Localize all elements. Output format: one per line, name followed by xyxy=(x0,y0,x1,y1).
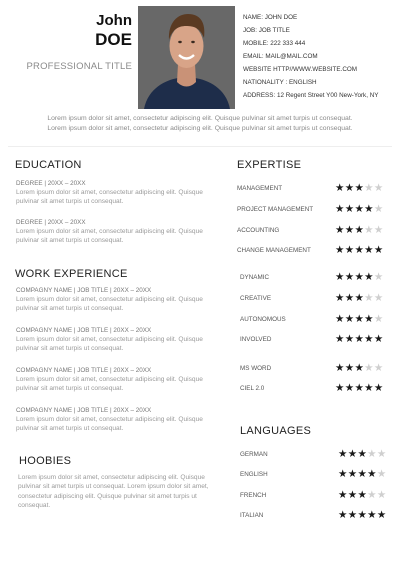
star-empty-icon: ★ xyxy=(364,224,374,236)
language-row xyxy=(240,510,400,522)
contact-address: ADDRESS: 12 Regent Street Y00 New-York, NY xyxy=(243,92,379,99)
star-filled-icon: ★ xyxy=(338,448,348,460)
star-filled-icon: ★ xyxy=(344,313,355,325)
star-filled-icon: ★ xyxy=(354,382,365,394)
work-entry xyxy=(16,367,216,394)
star-empty-icon: ★ xyxy=(376,448,387,460)
star-filled-icon: ★ xyxy=(364,244,374,256)
education-entry-head: DEGREE | 20XX – 20XX xyxy=(16,180,86,187)
star-empty-icon: ★ xyxy=(373,292,384,304)
star-filled-icon: ★ xyxy=(335,292,345,304)
education-entry-body: Lorem ipsum dolor sit amet, consectetur adipiscing elit. Quisque pulvinar sit amet turpis ut consequat. xyxy=(16,228,203,245)
star-empty-icon: ★ xyxy=(367,448,377,460)
star-filled-icon: ★ xyxy=(354,362,365,374)
star-filled-icon: ★ xyxy=(338,509,348,521)
star-empty-icon: ★ xyxy=(364,292,374,304)
star-empty-icon: ★ xyxy=(364,182,374,194)
skill-label: AUTONOMOUS xyxy=(240,316,286,323)
star-filled-icon: ★ xyxy=(335,362,345,374)
star-filled-icon: ★ xyxy=(354,244,365,256)
language-rating-stars xyxy=(338,468,387,480)
star-filled-icon: ★ xyxy=(344,271,355,283)
star-empty-icon: ★ xyxy=(373,182,384,194)
skill-row xyxy=(240,334,400,346)
star-filled-icon: ★ xyxy=(344,224,355,236)
star-filled-icon: ★ xyxy=(373,244,384,256)
work-entry xyxy=(16,407,216,434)
star-filled-icon: ★ xyxy=(357,448,368,460)
work-experience-heading: WORK EXPERIENCE xyxy=(15,268,128,280)
skill-label: PROJECT MANAGEMENT xyxy=(237,206,314,213)
star-filled-icon: ★ xyxy=(364,313,374,325)
skill-label: MANAGEMENT xyxy=(237,185,283,192)
star-filled-icon: ★ xyxy=(354,224,365,236)
work-entry-head: COMPAGNY NAME | JOB TITLE | 20XX – 20XX xyxy=(16,407,152,414)
skill-rating-stars xyxy=(335,313,384,325)
skill-label: INVOLVED xyxy=(240,336,272,343)
contact-name: NAME: JOHN DOE xyxy=(243,14,298,21)
contact-nationality: NATIONALITY : ENGLISH xyxy=(243,79,317,86)
expertise-heading: EXPERTISE xyxy=(237,159,302,171)
star-empty-icon: ★ xyxy=(373,224,384,236)
education-entry xyxy=(16,180,216,207)
skill-label: CHANGE MANAGEMENT xyxy=(237,247,311,254)
contact-job: JOB: JOB TITLE xyxy=(243,27,290,34)
skill-label: DYNAMIC xyxy=(240,274,270,281)
star-empty-icon: ★ xyxy=(376,489,387,501)
skill-label: MS WORD xyxy=(240,365,272,372)
star-filled-icon: ★ xyxy=(364,382,374,394)
work-entry-head: COMPAGNY NAME | JOB TITLE | 20XX – 20XX xyxy=(16,367,152,374)
contact-mobile: MOBILE: 222 333 444 xyxy=(243,40,306,47)
skill-label: CREATIVE xyxy=(240,295,272,302)
star-filled-icon: ★ xyxy=(354,333,365,345)
intro-paragraph: Lorem ipsum dolor sit amet, consectetur adipiscing elit. Quisque pulvinar sit amet turpis ut consequat. Lorem ipsum dolor sit amet, consectetur adipiscing elit. Quisque pulvinar sit amet turpis ut consequat. xyxy=(47,115,353,132)
star-filled-icon: ★ xyxy=(344,203,355,215)
contact-email[interactable]: EMAIL: MAIL@MAIL.COM xyxy=(243,53,318,60)
star-empty-icon: ★ xyxy=(373,271,384,283)
skill-label: CIEL 2.0 xyxy=(240,385,265,392)
star-filled-icon: ★ xyxy=(347,509,358,521)
language-label: ITALIAN xyxy=(240,512,264,519)
star-filled-icon: ★ xyxy=(335,203,345,215)
profile-photo xyxy=(138,6,235,109)
language-rating-stars xyxy=(338,509,387,521)
work-entry-body: Lorem ipsum dolor sit amet, consectetur adipiscing elit. Quisque pulvinar sit amet turpis ut consequat. xyxy=(16,376,203,393)
star-filled-icon: ★ xyxy=(357,489,368,501)
star-filled-icon: ★ xyxy=(335,271,345,283)
skill-row xyxy=(240,272,400,284)
skill-rating-stars xyxy=(335,333,384,345)
star-empty-icon: ★ xyxy=(367,489,377,501)
education-heading: EDUCATION xyxy=(15,159,82,171)
professional-title: PROFESSIONAL TITLE xyxy=(26,61,132,72)
star-filled-icon: ★ xyxy=(367,468,377,480)
education-entry-head: DEGREE | 20XX – 20XX xyxy=(16,219,86,226)
work-entry-body: Lorem ipsum dolor sit amet, consectetur adipiscing elit. Quisque pulvinar sit amet turpis ut consequat. xyxy=(16,296,203,313)
hoobies-heading: HOOBIES xyxy=(19,455,72,467)
star-filled-icon: ★ xyxy=(344,292,355,304)
star-filled-icon: ★ xyxy=(354,182,365,194)
star-filled-icon: ★ xyxy=(364,271,374,283)
skill-row xyxy=(240,314,400,326)
education-entry xyxy=(16,219,216,246)
skill-rating-stars xyxy=(335,244,384,256)
star-filled-icon: ★ xyxy=(347,448,358,460)
star-filled-icon: ★ xyxy=(357,468,368,480)
star-filled-icon: ★ xyxy=(347,489,358,501)
skill-rating-stars xyxy=(335,362,384,374)
language-label: GERMAN xyxy=(240,451,268,458)
language-rating-stars xyxy=(338,489,387,501)
hoobies-text: Lorem ipsum dolor sit amet, consectetur adipiscing elit. Quisque pulvinar sit amet turpis ut consequat. Lorem ipsum dolor sit amet, consectetur adipiscing elit. Quisque pulvinar sit amet turpis ut consequat. xyxy=(18,474,209,509)
last-name: DOE xyxy=(95,30,132,49)
skill-rating-stars xyxy=(335,382,384,394)
skill-rating-stars xyxy=(335,203,384,215)
skill-row xyxy=(237,183,397,195)
languages-heading: LANGUAGES xyxy=(240,425,312,437)
skill-rating-stars xyxy=(335,224,384,236)
star-filled-icon: ★ xyxy=(344,182,355,194)
star-filled-icon: ★ xyxy=(335,182,345,194)
contact-info xyxy=(243,11,398,102)
star-filled-icon: ★ xyxy=(335,313,345,325)
header-divider xyxy=(8,146,392,147)
star-filled-icon: ★ xyxy=(367,509,377,521)
star-filled-icon: ★ xyxy=(335,244,345,256)
work-entry xyxy=(16,327,216,354)
language-row xyxy=(240,469,400,481)
star-filled-icon: ★ xyxy=(335,382,345,394)
skill-row xyxy=(240,363,400,375)
skill-row xyxy=(237,204,397,216)
star-filled-icon: ★ xyxy=(373,333,384,345)
star-filled-icon: ★ xyxy=(364,333,374,345)
first-name: John xyxy=(96,12,132,29)
work-entry-head: COMPAGNY NAME | JOB TITLE | 20XX – 20XX xyxy=(16,327,152,334)
star-empty-icon: ★ xyxy=(373,362,384,374)
star-filled-icon: ★ xyxy=(357,509,368,521)
work-entry xyxy=(16,287,216,314)
contact-website[interactable]: WEBSITE HTTP//WWW.WEBSITE.COM xyxy=(243,66,358,73)
star-empty-icon: ★ xyxy=(373,313,384,325)
language-label: ENGLISH xyxy=(240,471,268,478)
skill-row xyxy=(240,293,400,305)
star-filled-icon: ★ xyxy=(373,382,384,394)
language-label: FRENCH xyxy=(240,492,267,499)
skill-rating-stars xyxy=(335,182,384,194)
skill-rating-stars xyxy=(335,271,384,283)
star-filled-icon: ★ xyxy=(354,203,365,215)
skill-label: ACCOUNTING xyxy=(237,227,280,234)
work-entry-body: Lorem ipsum dolor sit amet, consectetur adipiscing elit. Quisque pulvinar sit amet turpis ut consequat. xyxy=(16,416,203,433)
skill-row xyxy=(237,245,397,257)
star-filled-icon: ★ xyxy=(354,271,365,283)
skill-row xyxy=(240,383,400,395)
language-row xyxy=(240,490,400,502)
star-filled-icon: ★ xyxy=(344,362,355,374)
star-filled-icon: ★ xyxy=(344,382,355,394)
skill-row xyxy=(237,225,397,237)
work-entry-body: Lorem ipsum dolor sit amet, consectetur adipiscing elit. Quisque pulvinar sit amet turpis ut consequat. xyxy=(16,336,203,353)
education-entry-body: Lorem ipsum dolor sit amet, consectetur adipiscing elit. Quisque pulvinar sit amet turpis ut consequat. xyxy=(16,189,203,206)
star-filled-icon: ★ xyxy=(344,333,355,345)
language-row xyxy=(240,449,400,461)
language-rating-stars xyxy=(338,448,387,460)
star-filled-icon: ★ xyxy=(338,468,348,480)
work-entry-head: COMPAGNY NAME | JOB TITLE | 20XX – 20XX xyxy=(16,287,152,294)
star-empty-icon: ★ xyxy=(364,362,374,374)
skill-rating-stars xyxy=(335,292,384,304)
star-empty-icon: ★ xyxy=(376,468,387,480)
star-filled-icon: ★ xyxy=(338,489,348,501)
star-filled-icon: ★ xyxy=(354,292,365,304)
star-filled-icon: ★ xyxy=(364,203,374,215)
star-empty-icon: ★ xyxy=(373,203,384,215)
star-filled-icon: ★ xyxy=(347,468,358,480)
star-filled-icon: ★ xyxy=(335,224,345,236)
star-filled-icon: ★ xyxy=(344,244,355,256)
star-filled-icon: ★ xyxy=(376,509,387,521)
star-filled-icon: ★ xyxy=(335,333,345,345)
star-filled-icon: ★ xyxy=(354,313,365,325)
